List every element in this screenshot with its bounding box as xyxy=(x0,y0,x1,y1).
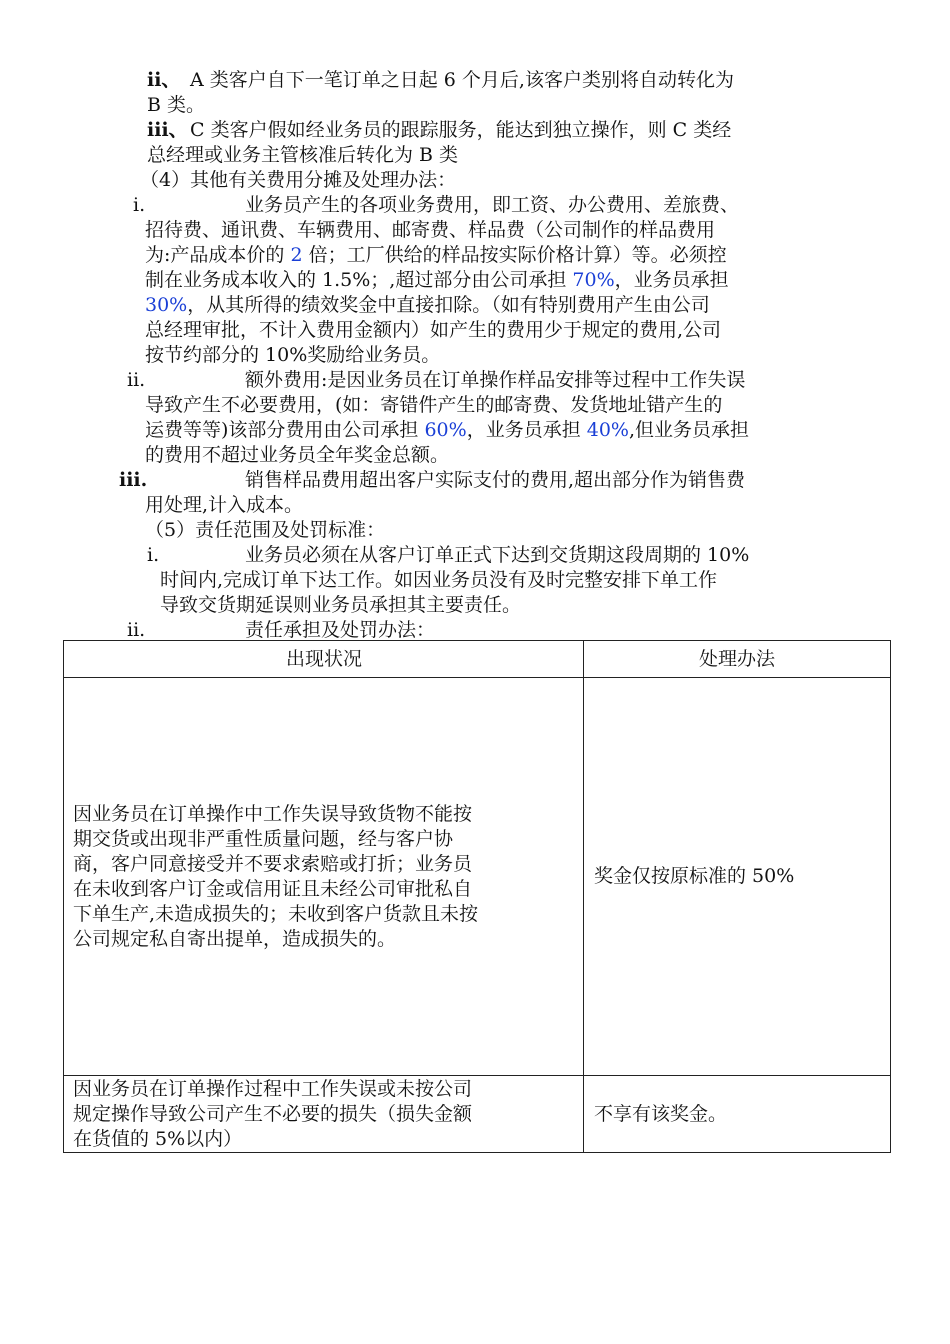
paragraph-line: A 类客户自下一笔订单之日起 6 个月后,该客户类别将自动转化为 xyxy=(190,69,734,91)
paragraph-line: 时间内,完成订单下达工作。如因业务员没有及时完整安排下单工作 xyxy=(160,569,718,591)
section-heading: （4）其他有关费用分摊及处理办法： xyxy=(140,169,457,191)
paragraph-line xyxy=(145,293,710,318)
paragraph-line: 用处理,计入成本。 xyxy=(145,494,304,516)
paragraph-line: 总经理或业务主管核准后转化为 B 类 xyxy=(147,144,459,166)
cell-line: 因业务员在订单操作过程中工作失误或未按公司 xyxy=(73,1077,473,1100)
paragraph-line: 按节约部分的 10%奖励给业务员。 xyxy=(145,344,441,366)
text-run: ，从其所得的绩效奖金中直接扣除。（如有特别费用产生由公司 xyxy=(187,294,710,316)
cell-line: 在货值的 5%以内） xyxy=(73,1127,243,1150)
text-run: 运费等等)该部分费用由公司承担 xyxy=(145,419,425,441)
cell-line: 在未收到客户订金或信用证且未经公司审批私自 xyxy=(73,877,473,900)
text-run: 倍；工厂供给的样品按实际价格计算）等。必须控 xyxy=(302,244,727,266)
list-marker: ⅱ、 xyxy=(147,69,181,91)
cell-line: 因业务员在订单操作中工作失误导致货物不能按 xyxy=(73,802,473,825)
paragraph-line: B 类。 xyxy=(147,94,206,116)
cell-line: 规定操作导致公司产生不必要的损失（损失金额 xyxy=(73,1102,473,1125)
paragraph-line: 总经理审批，不计入费用金额内）如产生的费用少于规定的费用,公司 xyxy=(145,319,722,341)
paragraph-line: 招待费、通讯费、车辆费用、邮寄费、样品费（公司制作的样品费用 xyxy=(145,219,716,241)
paragraph-line xyxy=(145,268,729,293)
list-marker: i. xyxy=(133,194,146,216)
paragraph-line: 销售样品费用超出客户实际支付的费用,超出部分作为销售费 xyxy=(245,469,746,491)
text-run: ，业务员承担 xyxy=(614,269,729,291)
paragraph-line: 导致产生不必要费用，(如：寄错件产生的邮寄费、发货地址错产生的 xyxy=(145,394,723,416)
cell-line: 公司规定私自寄出提单，造成损失的。 xyxy=(73,927,397,950)
paragraph-line: 的费用不超过业务员全年奖金总额。 xyxy=(145,444,450,466)
paragraph-line: 导致交货期延误则业务员承担其主要责任。 xyxy=(160,594,522,616)
list-marker: ii. xyxy=(127,619,146,641)
table-header-row xyxy=(64,641,891,678)
text-run: 制在业务成本收入的 1.5%；,超过部分由公司承担 xyxy=(145,269,573,291)
action-cell: 奖金仅按原标准的 50% xyxy=(584,678,891,1076)
table-row xyxy=(64,1076,891,1153)
text-run: 为:产品成本价的 xyxy=(145,244,291,266)
situation-cell xyxy=(64,1076,584,1153)
paragraph-line: C 类客户假如经业务员的跟踪服务，能达到独立操作，则 C 类经 xyxy=(190,119,732,141)
highlighted-value: 30% xyxy=(145,294,188,316)
cell-line: 下单生产,未造成损失的；未收到客户货款且未按 xyxy=(73,902,479,925)
paragraph-line: 额外费用:是因业务员在订单操作样品安排等过程中工作失误 xyxy=(245,369,746,391)
action-cell: 不享有该奖金。 xyxy=(584,1076,891,1153)
cell-line: 商，客户同意接受并不要求索赔或打折；业务员 xyxy=(73,852,473,875)
paragraph-line xyxy=(145,243,727,268)
paragraph-line xyxy=(145,418,749,443)
text-run: ,但业务员承担 xyxy=(628,419,750,441)
section-heading: （5）责任范围及处罚标准： xyxy=(145,519,386,541)
paragraph-line: 责任承担及处罚办法： xyxy=(245,619,436,641)
list-marker: i. xyxy=(147,544,160,566)
list-marker: iii. xyxy=(119,469,148,491)
highlighted-value: 40% xyxy=(586,419,629,441)
list-marker: ii. xyxy=(127,369,146,391)
highlighted-value: 60% xyxy=(424,419,467,441)
cell-line: 期交货或出现非严重性质量问题，经与客户协 xyxy=(73,827,454,850)
text-run: ，业务员承担 xyxy=(466,419,587,441)
table-row xyxy=(64,678,891,1076)
column-header-action: 处理办法 xyxy=(584,641,891,678)
paragraph-line: 业务员必须在从客户订单正式下达到交货期这段周期的 10% xyxy=(245,544,750,566)
situation-cell xyxy=(64,678,584,1076)
paragraph-line: 业务员产生的各项业务费用，即工资、办公费用、差旅费、 xyxy=(245,194,740,216)
list-marker: ⅲ、 xyxy=(147,119,188,141)
penalty-table xyxy=(63,640,891,1153)
highlighted-value: 70% xyxy=(572,269,615,291)
column-header-situation: 出现状况 xyxy=(64,641,584,678)
highlighted-value: 2 xyxy=(290,244,303,266)
